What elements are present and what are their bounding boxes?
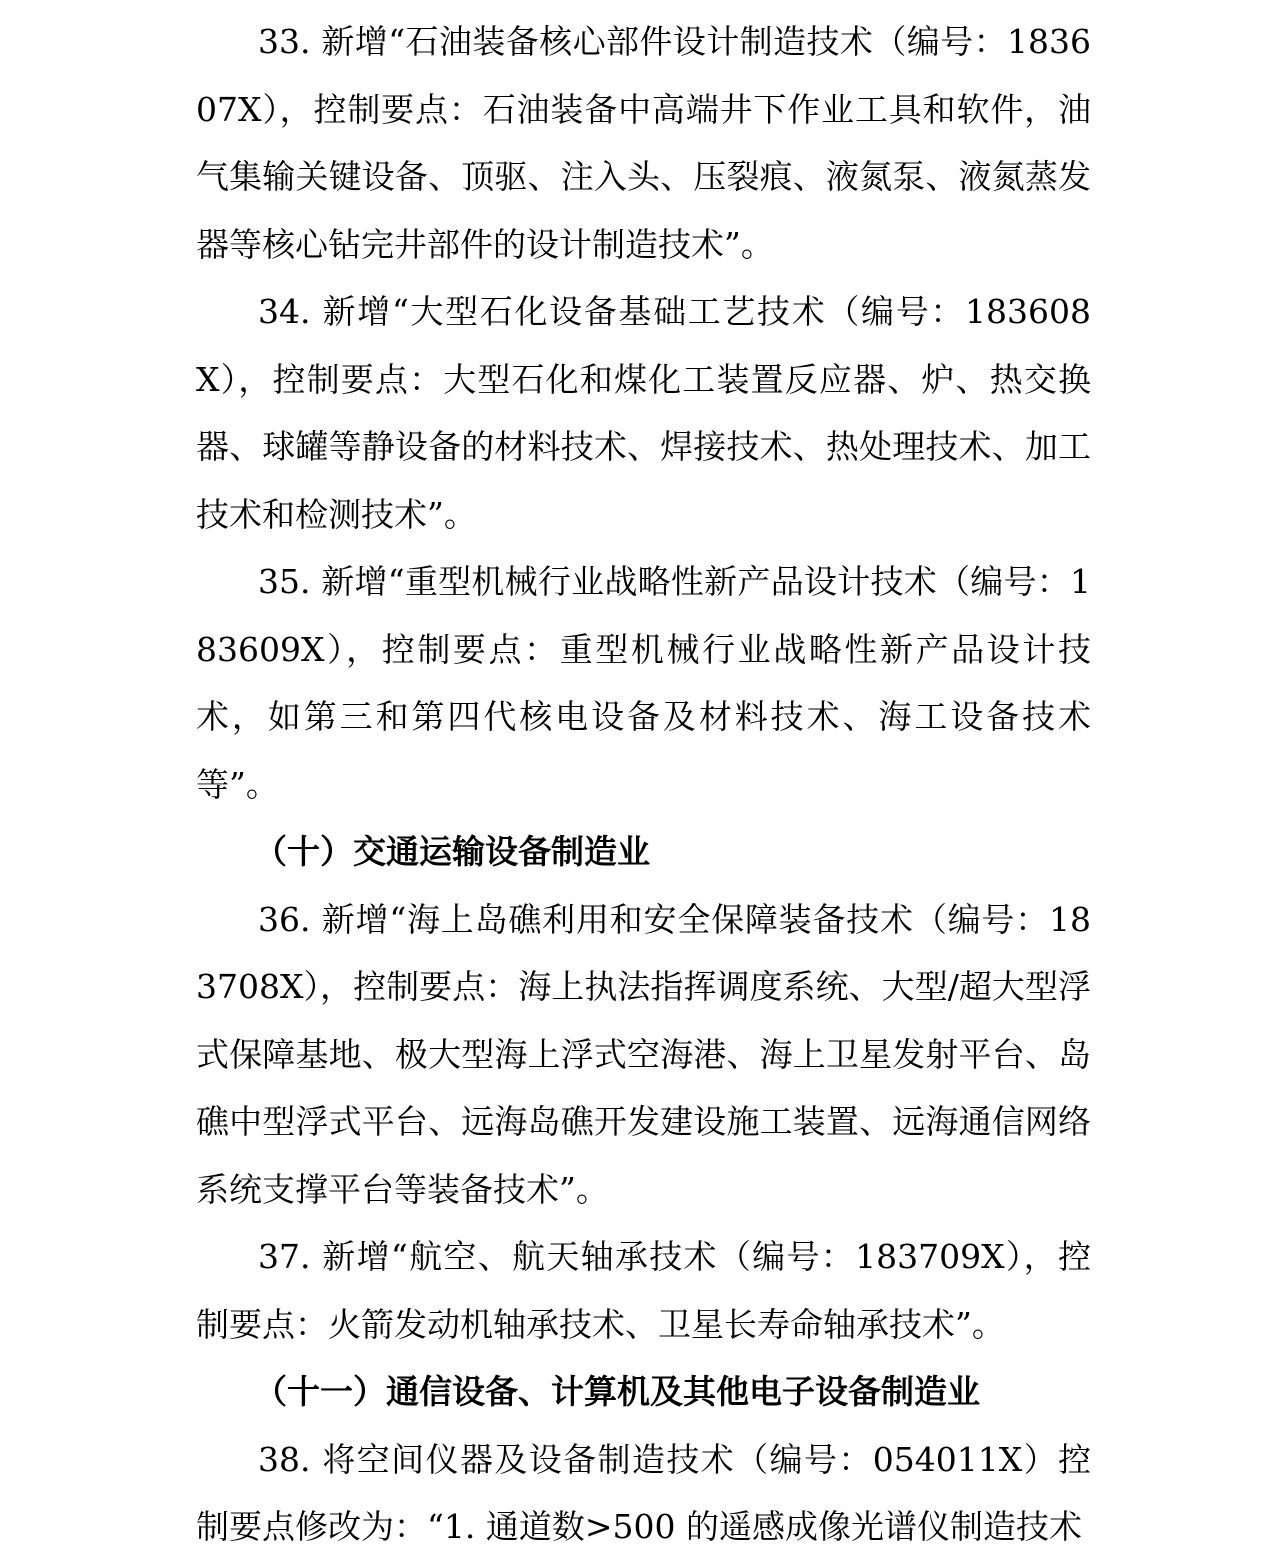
- paragraph-item-34: 34. 新增“大型石化设备基础工艺技术（编号：183608X），控制要点：大型石化和煤化工装置反应器、炉、热交换器、球罐等静设备的材料技术、焊接技术、热处理技术、加工技术和检测技术”。: [196, 292, 1091, 534]
- paragraph-item-35: 35. 新增“重型机械行业战略性新产品设计技术（编号：183609X），控制要点：重型机械行业战略性新产品设计技术，如第三和第四代核电设备及材料技术、海工设备技术等”。: [196, 562, 1091, 804]
- paragraph-item-38: 38. 将空间仪器及设备制造技术（编号：054011X）控制要点修改为：“1. 通道数>500 的遥感成像光谱仪制造技术: [196, 1439, 1091, 1546]
- paragraph-item-37: 37. 新增“航空、航天轴承技术（编号：183709X），控制要点：火箭发动机轴承技术、卫星长寿命轴承技术”。: [196, 1237, 1091, 1344]
- paragraph-item-33: 33. 新增“石油装备核心部件设计制造技术（编号：183607X），控制要点：石油装备中高端井下作业工具和软件，油气集输关键设备、顶驱、注入头、压裂痕、液氮泵、液氮蒸发器等核心钻完井部件的设计制造技术”。: [196, 22, 1091, 264]
- section-heading-10: （十）交通运输设备制造业: [254, 832, 650, 871]
- paragraph-item-36: 36. 新增“海上岛礁利用和安全保障装备技术（编号：183708X），控制要点：海上执法指挥调度系统、大型/超大型浮式保障基地、极大型海上浮式空海港、海上卫星发射平台、岛礁中型浮式平台、远海岛礁开发建设施工装置、远海通信网络系统支撑平台等装备技术”。: [196, 899, 1091, 1209]
- document-page: [196, 8, 1091, 1561]
- section-heading-11: （十一）通信设备、计算机及其他电子设备制造业: [254, 1372, 980, 1411]
